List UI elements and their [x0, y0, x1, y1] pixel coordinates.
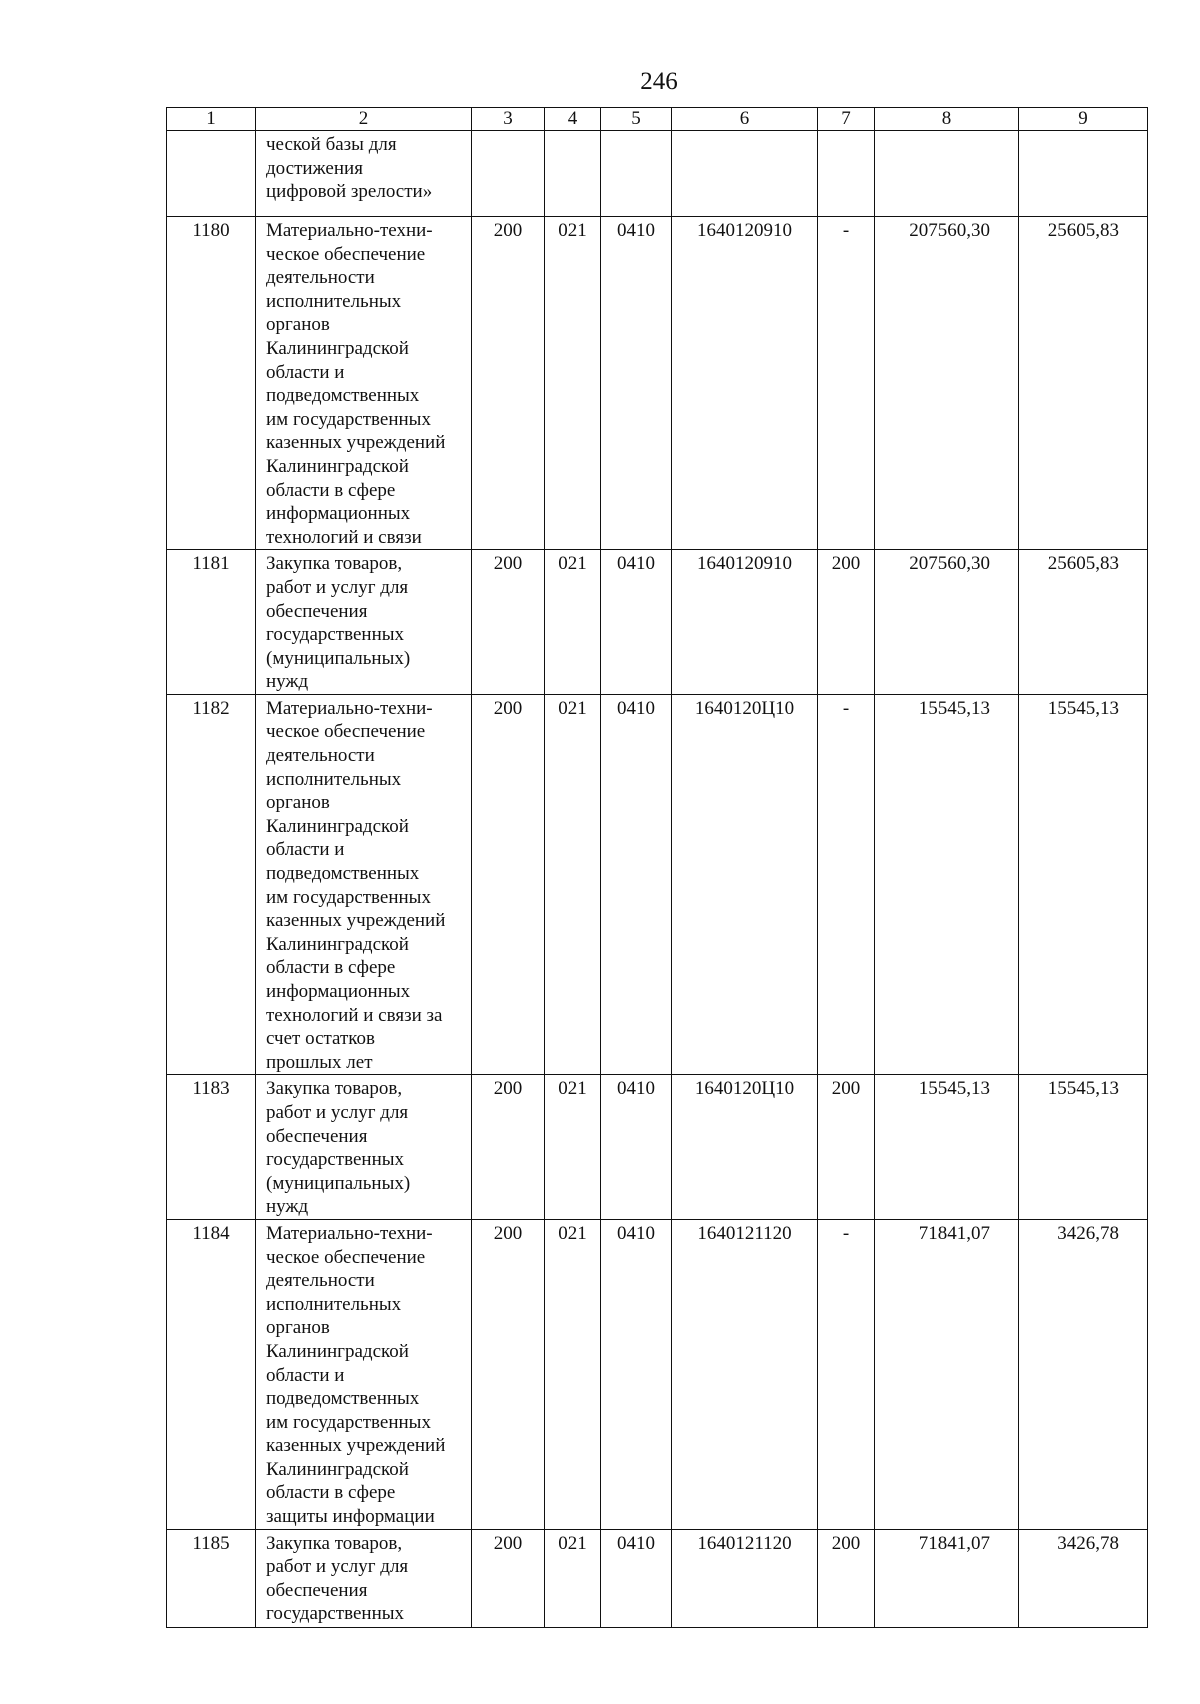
cell-col4	[545, 131, 601, 217]
cell-col9	[1019, 131, 1148, 217]
cell-col6: 1640120910	[672, 217, 818, 550]
cell-col3: 200	[472, 550, 545, 695]
cell-col4: 021	[545, 217, 601, 550]
cell-col5: 0410	[601, 1219, 672, 1529]
column-header: 5	[601, 108, 672, 131]
cell-col6: 1640121120	[672, 1529, 818, 1627]
cell-col5	[601, 131, 672, 217]
cell-col9: 3426,78	[1019, 1529, 1148, 1627]
cell-col9: 25605,83	[1019, 550, 1148, 695]
column-header: 9	[1019, 108, 1148, 131]
cell-col7: -	[818, 217, 875, 550]
page-number: 246	[640, 68, 678, 95]
row-number: 1180	[167, 217, 256, 550]
table-row	[167, 1219, 1148, 1529]
cell-col5: 0410	[601, 1529, 672, 1627]
column-header: 6	[672, 108, 818, 131]
cell-col7: 200	[818, 550, 875, 695]
row-number: 1181	[167, 550, 256, 695]
column-header: 7	[818, 108, 875, 131]
cell-col8: 71841,07	[875, 1219, 1019, 1529]
cell-col9: 15545,13	[1019, 1075, 1148, 1220]
cell-col4: 021	[545, 694, 601, 1075]
cell-col7: 200	[818, 1075, 875, 1220]
cell-col8: 15545,13	[875, 1075, 1019, 1220]
cell-col3: 200	[472, 694, 545, 1075]
cell-col3: 200	[472, 1219, 545, 1529]
column-header: 3	[472, 108, 545, 131]
cell-col6: 1640120Ц10	[672, 1075, 818, 1220]
cell-col8: 71841,07	[875, 1529, 1019, 1627]
table-row	[167, 550, 1148, 695]
column-number-header-row	[167, 108, 1148, 131]
cell-col7: -	[818, 694, 875, 1075]
cell-col3: 200	[472, 217, 545, 550]
table-row	[167, 1075, 1148, 1220]
row-number: 1185	[167, 1529, 256, 1627]
cell-col5: 0410	[601, 1075, 672, 1220]
column-header: 2	[256, 108, 472, 131]
cell-col4: 021	[545, 1219, 601, 1529]
cell-col9: 3426,78	[1019, 1219, 1148, 1529]
cell-col4: 021	[545, 1075, 601, 1220]
cell-col3	[472, 131, 545, 217]
cell-col9: 15545,13	[1019, 694, 1148, 1075]
column-header: 8	[875, 108, 1019, 131]
row-number: 1184	[167, 1219, 256, 1529]
column-header: 4	[545, 108, 601, 131]
row-number: 1183	[167, 1075, 256, 1220]
cell-col5: 0410	[601, 694, 672, 1075]
cell-col6: 1640121120	[672, 1219, 818, 1529]
table-row	[167, 217, 1148, 550]
cell-col6: 1640120910	[672, 550, 818, 695]
cell-col4: 021	[545, 1529, 601, 1627]
cell-col5: 0410	[601, 550, 672, 695]
row-description: Материально-техни- ческое обеспечение деятельности исполнительных органов Калининградской области и подведомственных им государственных казенных учреждений Калининградской области в сфере защиты информации	[256, 1219, 472, 1529]
cell-col8	[875, 131, 1019, 217]
cell-col7	[818, 131, 875, 217]
cell-col7: -	[818, 1219, 875, 1529]
cell-col6	[672, 131, 818, 217]
table-row	[167, 694, 1148, 1075]
row-description: Закупка товаров, работ и услуг для обеспечения государственных (муниципальных) нужд	[256, 550, 472, 695]
row-description: Закупка товаров, работ и услуг для обеспечения государственных (муниципальных) нужд	[256, 1075, 472, 1220]
cell-col3: 200	[472, 1529, 545, 1627]
row-description: Закупка товаров, работ и услуг для обеспечения государственных	[256, 1529, 472, 1627]
row-number	[167, 131, 256, 217]
row-description: Материально-техни- ческое обеспечение деятельности исполнительных органов Калининградской области и подведомственных им государственных казенных учреждений Калининградской области в сфере информационных технологий и связи	[256, 217, 472, 550]
budget-table	[166, 107, 1148, 1628]
cell-col8: 207560,30	[875, 550, 1019, 695]
column-header: 1	[167, 108, 256, 131]
cell-col9: 25605,83	[1019, 217, 1148, 550]
row-description: ческой базы для достижения цифровой зрелости»	[256, 131, 472, 217]
row-description: Материально-техни- ческое обеспечение деятельности исполнительных органов Калининградской области и подведомственных им государственных казенных учреждений Калининградской области в сфере информационных технологий и связи за счет остатков прошлых лет	[256, 694, 472, 1075]
cell-col6: 1640120Ц10	[672, 694, 818, 1075]
table-row	[167, 1529, 1148, 1627]
cell-col3: 200	[472, 1075, 545, 1220]
cell-col8: 207560,30	[875, 217, 1019, 550]
row-number: 1182	[167, 694, 256, 1075]
cell-col8: 15545,13	[875, 694, 1019, 1075]
cell-col4: 021	[545, 550, 601, 695]
cell-col7: 200	[818, 1529, 875, 1627]
cell-col5: 0410	[601, 217, 672, 550]
table-row	[167, 131, 1148, 217]
